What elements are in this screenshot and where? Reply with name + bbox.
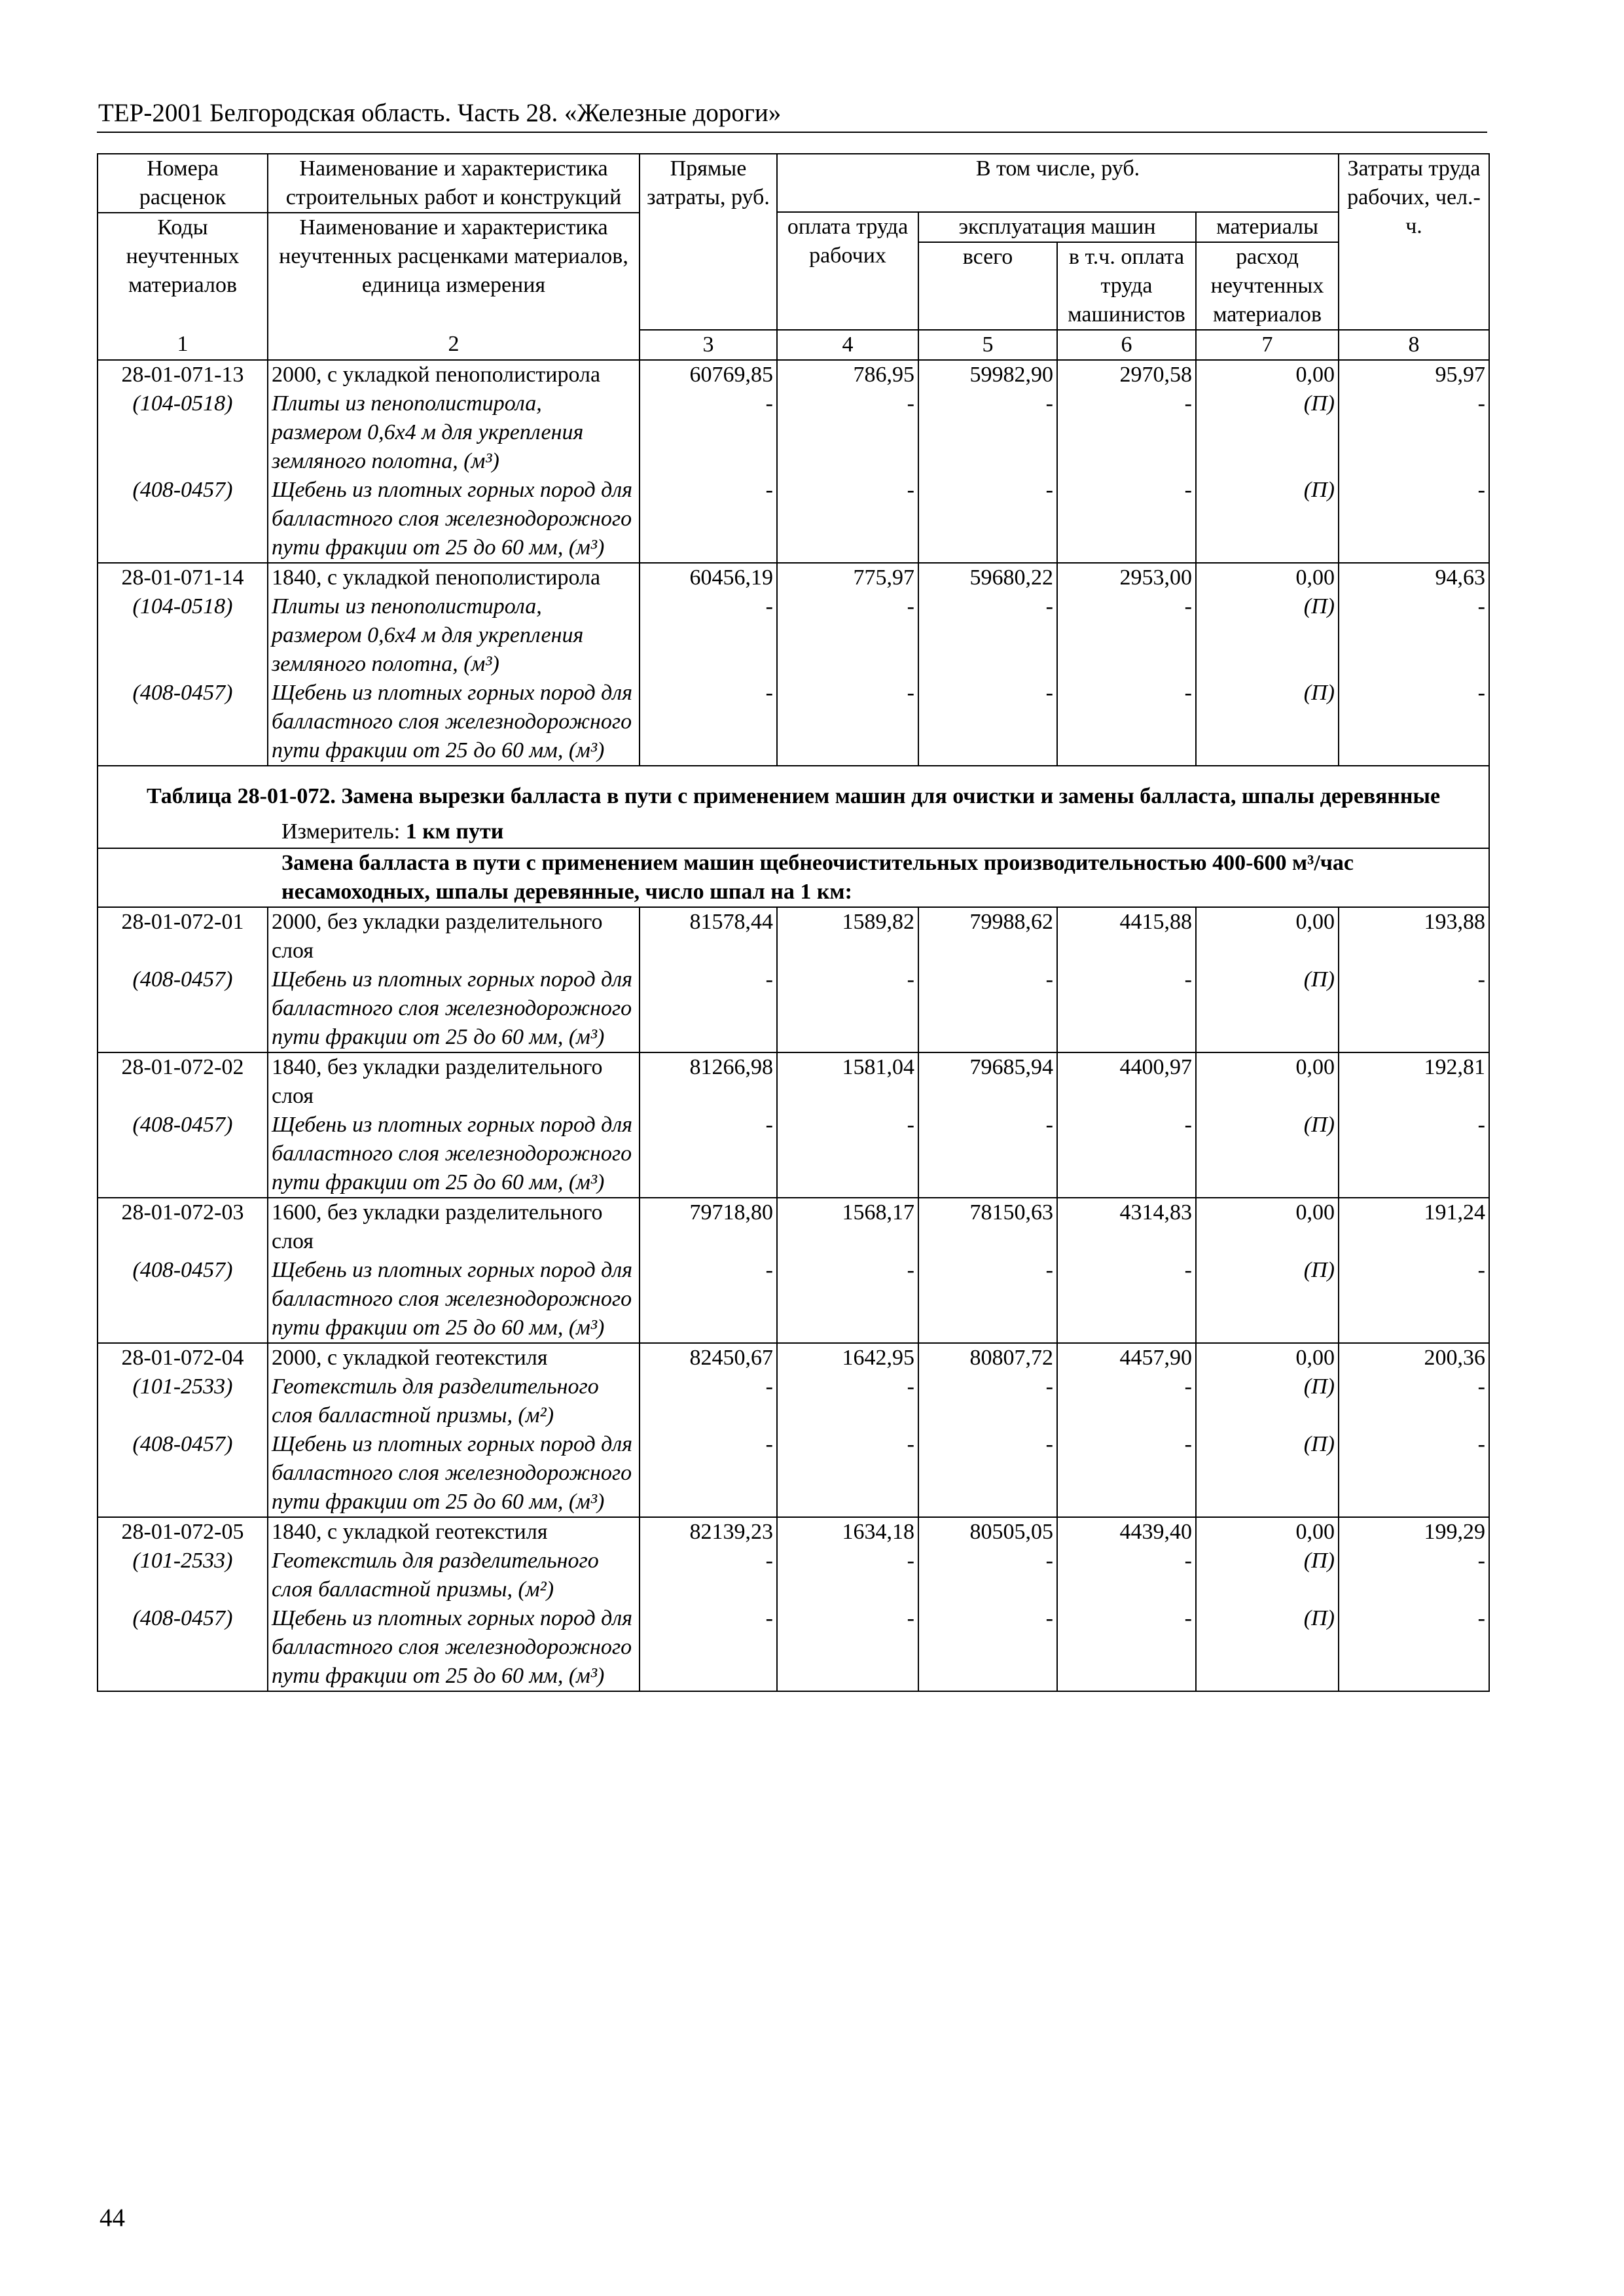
- material-value: -: [918, 965, 1057, 1052]
- material-value: (П): [1196, 389, 1339, 476]
- header-machines-total: всего: [918, 242, 1057, 330]
- rate-value: 79718,80: [640, 1198, 777, 1256]
- rate-value: 786,95: [777, 360, 918, 389]
- material-row: [98, 1372, 1489, 1430]
- header-material-codes: Коды неучтенных материалов: [98, 213, 268, 330]
- material-name: Щебень из плотных горных пород для балластного слоя железнодорожного пути фракции от 25 до 60 мм, (м³): [268, 1256, 640, 1343]
- material-name: Геотекстиль для разделительного слоя балластной призмы, (м²): [268, 1372, 640, 1430]
- header-material-consumption: расход неучтенных материалов: [1196, 242, 1339, 330]
- rate-code: 28-01-072-04: [98, 1343, 268, 1372]
- rate-value: 4314,83: [1057, 1198, 1196, 1256]
- material-value: -: [1057, 965, 1196, 1052]
- rate-value: 79685,94: [918, 1052, 1057, 1111]
- material-value: -: [1339, 679, 1489, 766]
- rate-value: 79988,62: [918, 907, 1057, 965]
- rate-value: 4400,97: [1057, 1052, 1196, 1111]
- rate-value: 4439,40: [1057, 1517, 1196, 1547]
- material-value: -: [640, 1372, 777, 1430]
- material-value: -: [918, 1430, 1057, 1517]
- material-value: -: [1057, 592, 1196, 679]
- material-value: -: [1339, 965, 1489, 1052]
- material-row: [98, 965, 1489, 1052]
- column-numbers-row: [98, 330, 1489, 360]
- material-value: -: [1339, 1372, 1489, 1430]
- unit-line: [98, 817, 1489, 848]
- material-name: Щебень из плотных горных пород для балластного слоя железнодорожного пути фракции от 25 до 60 мм, (м³): [268, 965, 640, 1052]
- column-number: 4: [777, 330, 918, 360]
- material-row: [98, 1111, 1489, 1198]
- rate-code: 28-01-071-14: [98, 563, 268, 592]
- material-value: -: [1057, 476, 1196, 563]
- header-direct-costs: Прямые затраты, руб.: [640, 154, 777, 330]
- material-value: -: [640, 389, 777, 476]
- unit-value: 1 км пути: [405, 819, 504, 844]
- material-code: (408-0457): [98, 965, 268, 1052]
- material-value: -: [777, 476, 918, 563]
- material-row: [98, 679, 1489, 766]
- material-value: -: [1339, 1547, 1489, 1604]
- rates-table: [97, 153, 1490, 1692]
- material-value: -: [640, 1604, 777, 1691]
- material-value: -: [918, 1604, 1057, 1691]
- rate-name: 2000, без укладки разделительного слоя: [268, 907, 640, 965]
- material-name: Щебень из плотных горных пород для балластного слоя железнодорожного пути фракции от 25 до 60 мм, (м³): [268, 679, 640, 766]
- rate-value: 94,63: [1339, 563, 1489, 592]
- material-value: -: [1339, 1430, 1489, 1517]
- rate-name: 1840, с укладкой геотекстиля: [268, 1517, 640, 1547]
- rate-value: 1634,18: [777, 1517, 918, 1547]
- header-labor-costs: Затраты труда рабочих, чел.-ч.: [1339, 154, 1489, 330]
- material-value: (П): [1196, 1430, 1339, 1517]
- material-code: (408-0457): [98, 476, 268, 563]
- material-value: -: [1057, 1111, 1196, 1198]
- material-code: (101-2533): [98, 1547, 268, 1604]
- header-material-name: Наименование и характеристика неучтенных расценками материалов, единица измерения: [268, 213, 640, 330]
- material-code: (408-0457): [98, 1430, 268, 1517]
- material-name: Плиты из пенополистирола, размером 0,6х4 м для укрепления земляного полотна, (м³): [268, 389, 640, 476]
- material-value: (П): [1196, 592, 1339, 679]
- rate-row: [98, 360, 1489, 389]
- rate-row: [98, 1343, 1489, 1372]
- subsection-header: Замена балласта в пути с применением машин щебнеочистительных производительностью 400-600 м³/час несамоходных, шпалы деревянные, число шпал на 1 км:: [98, 848, 1489, 907]
- rate-value: 78150,63: [918, 1198, 1057, 1256]
- rate-value: 0,00: [1196, 907, 1339, 965]
- material-value: (П): [1196, 1372, 1339, 1430]
- column-number: 1: [98, 330, 268, 360]
- material-value: -: [918, 1256, 1057, 1343]
- column-number: 8: [1339, 330, 1489, 360]
- material-name: Плиты из пенополистирола, размером 0,6х4 м для укрепления земляного полотна, (м³): [268, 592, 640, 679]
- rate-value: 82450,67: [640, 1343, 777, 1372]
- rate-name: 2000, с укладкой геотекстиля: [268, 1343, 640, 1372]
- material-value: -: [777, 1256, 918, 1343]
- rate-code: 28-01-072-02: [98, 1052, 268, 1111]
- rate-code: 28-01-072-05: [98, 1517, 268, 1547]
- material-value: -: [918, 389, 1057, 476]
- material-code: (408-0457): [98, 1256, 268, 1343]
- material-value: -: [640, 965, 777, 1052]
- header-rate-numbers: Номера расценок: [98, 154, 268, 212]
- material-row: [98, 389, 1489, 476]
- material-value: -: [777, 592, 918, 679]
- header-operator-pay: в т.ч. оплата труда машинистов: [1057, 242, 1196, 330]
- column-number: 2: [268, 330, 640, 360]
- material-value: -: [777, 965, 918, 1052]
- material-row: [98, 476, 1489, 563]
- material-value: -: [640, 476, 777, 563]
- rate-value: 59982,90: [918, 360, 1057, 389]
- section-title: Таблица 28-01-072. Замена вырезки балласта в пути с применением машин для очистки и замены балласта, шпалы деревянные: [98, 766, 1489, 817]
- material-value: -: [1339, 1604, 1489, 1691]
- rate-value: 80807,72: [918, 1343, 1057, 1372]
- material-name: Геотекстиль для разделительного слоя балластной призмы, (м²): [268, 1547, 640, 1604]
- material-value: -: [1339, 1111, 1489, 1198]
- rate-value: 95,97: [1339, 360, 1489, 389]
- material-value: -: [918, 476, 1057, 563]
- material-value: -: [777, 1547, 918, 1604]
- rate-value: 0,00: [1196, 1343, 1339, 1372]
- material-value: (П): [1196, 1111, 1339, 1198]
- rate-code: 28-01-072-03: [98, 1198, 268, 1256]
- material-value: -: [777, 1111, 918, 1198]
- material-value: -: [918, 1547, 1057, 1604]
- rate-value: 191,24: [1339, 1198, 1489, 1256]
- material-value: -: [640, 679, 777, 766]
- material-value: -: [777, 1430, 918, 1517]
- material-code: (408-0457): [98, 1604, 268, 1691]
- rate-value: 0,00: [1196, 1198, 1339, 1256]
- material-value: -: [918, 1372, 1057, 1430]
- rate-code: 28-01-072-01: [98, 907, 268, 965]
- material-name: Щебень из плотных горных пород для балластного слоя железнодорожного пути фракции от 25 до 60 мм, (м³): [268, 1111, 640, 1198]
- material-row: [98, 1256, 1489, 1343]
- material-value: -: [1057, 389, 1196, 476]
- material-code: (101-2533): [98, 1372, 268, 1430]
- material-value: -: [640, 1111, 777, 1198]
- rate-value: 2970,58: [1057, 360, 1196, 389]
- header-work-name: Наименование и характеристика строительных работ и конструкций: [268, 154, 640, 212]
- material-value: -: [918, 1111, 1057, 1198]
- material-value: (П): [1196, 476, 1339, 563]
- rate-value: 1642,95: [777, 1343, 918, 1372]
- rate-value: 0,00: [1196, 563, 1339, 592]
- rate-value: 2953,00: [1057, 563, 1196, 592]
- material-value: -: [1339, 1256, 1489, 1343]
- material-value: -: [1339, 389, 1489, 476]
- rate-value: 200,36: [1339, 1343, 1489, 1372]
- material-name: Щебень из плотных горных пород для балластного слоя железнодорожного пути фракции от 25 до 60 мм, (м³): [268, 1604, 640, 1691]
- material-name: Щебень из плотных горных пород для балластного слоя железнодорожного пути фракции от 25 до 60 мм, (м³): [268, 1430, 640, 1517]
- rate-value: 193,88: [1339, 907, 1489, 965]
- rate-value: 775,97: [777, 563, 918, 592]
- material-value: (П): [1196, 965, 1339, 1052]
- column-number: 3: [640, 330, 777, 360]
- rate-row: [98, 907, 1489, 965]
- material-code: (408-0457): [98, 1111, 268, 1198]
- rate-value: 81578,44: [640, 907, 777, 965]
- rate-value: 82139,23: [640, 1517, 777, 1547]
- material-value: -: [918, 679, 1057, 766]
- material-value: -: [777, 1604, 918, 1691]
- material-code: (104-0518): [98, 592, 268, 679]
- material-row: [98, 592, 1489, 679]
- material-value: -: [640, 1547, 777, 1604]
- material-code: (104-0518): [98, 389, 268, 476]
- rate-row: [98, 1198, 1489, 1256]
- rate-code: 28-01-071-13: [98, 360, 268, 389]
- header-materials: материалы: [1196, 213, 1339, 242]
- column-number: 6: [1057, 330, 1196, 360]
- material-value: (П): [1196, 1256, 1339, 1343]
- material-value: -: [640, 592, 777, 679]
- rate-value: 0,00: [1196, 1517, 1339, 1547]
- rate-value: 1589,82: [777, 907, 918, 965]
- material-value: -: [1339, 476, 1489, 563]
- column-number: 7: [1196, 330, 1339, 360]
- rate-value: 199,29: [1339, 1517, 1489, 1547]
- rate-value: 81266,98: [640, 1052, 777, 1111]
- material-value: -: [1057, 1547, 1196, 1604]
- material-value: (П): [1196, 1547, 1339, 1604]
- rate-value: 1581,04: [777, 1052, 918, 1111]
- rate-row: [98, 563, 1489, 592]
- header-including: В том числе, руб.: [777, 154, 1339, 212]
- material-value: -: [777, 389, 918, 476]
- material-value: -: [1339, 592, 1489, 679]
- material-value: -: [918, 592, 1057, 679]
- rate-name: 1840, с укладкой пенополистирола: [268, 563, 640, 592]
- material-code: (408-0457): [98, 679, 268, 766]
- material-value: -: [640, 1256, 777, 1343]
- rate-value: 59680,22: [918, 563, 1057, 592]
- material-value: -: [1057, 1372, 1196, 1430]
- rate-value: 0,00: [1196, 360, 1339, 389]
- rate-value: 60456,19: [640, 563, 777, 592]
- rate-name: 2000, с укладкой пенополистирола: [268, 360, 640, 389]
- rate-value: 4457,90: [1057, 1343, 1196, 1372]
- rate-row: [98, 1517, 1489, 1547]
- header-worker-pay: оплата труда рабочих: [777, 213, 918, 330]
- material-value: -: [640, 1430, 777, 1517]
- rate-name: 1840, без укладки разделительного слоя: [268, 1052, 640, 1111]
- material-value: -: [777, 1372, 918, 1430]
- material-value: -: [1057, 679, 1196, 766]
- material-value: -: [1057, 1604, 1196, 1691]
- rate-value: 0,00: [1196, 1052, 1339, 1111]
- material-row: [98, 1547, 1489, 1604]
- column-number: 5: [918, 330, 1057, 360]
- rate-value: 4415,88: [1057, 907, 1196, 965]
- rate-value: 80505,05: [918, 1517, 1057, 1547]
- material-value: -: [1057, 1430, 1196, 1517]
- header-machine-operation: эксплуатация машин: [918, 213, 1196, 242]
- page-number: 44: [99, 2204, 125, 2232]
- rate-value: 192,81: [1339, 1052, 1489, 1111]
- rate-row: [98, 1052, 1489, 1111]
- rate-name: 1600, без укладки разделительного слоя: [268, 1198, 640, 1256]
- material-value: -: [1057, 1256, 1196, 1343]
- material-value: -: [777, 679, 918, 766]
- material-name: Щебень из плотных горных пород для балластного слоя железнодорожного пути фракции от 25 до 60 мм, (м³): [268, 476, 640, 563]
- unit-label: Измеритель:: [281, 819, 401, 844]
- material-row: [98, 1430, 1489, 1517]
- rate-value: 1568,17: [777, 1198, 918, 1256]
- rate-value: 60769,85: [640, 360, 777, 389]
- page-header: ТЕР-2001 Белгородская область. Часть 28. «Железные дороги»: [98, 99, 782, 127]
- material-row: [98, 1604, 1489, 1691]
- material-value: (П): [1196, 1604, 1339, 1691]
- material-value: (П): [1196, 679, 1339, 766]
- header-divider: [97, 132, 1487, 133]
